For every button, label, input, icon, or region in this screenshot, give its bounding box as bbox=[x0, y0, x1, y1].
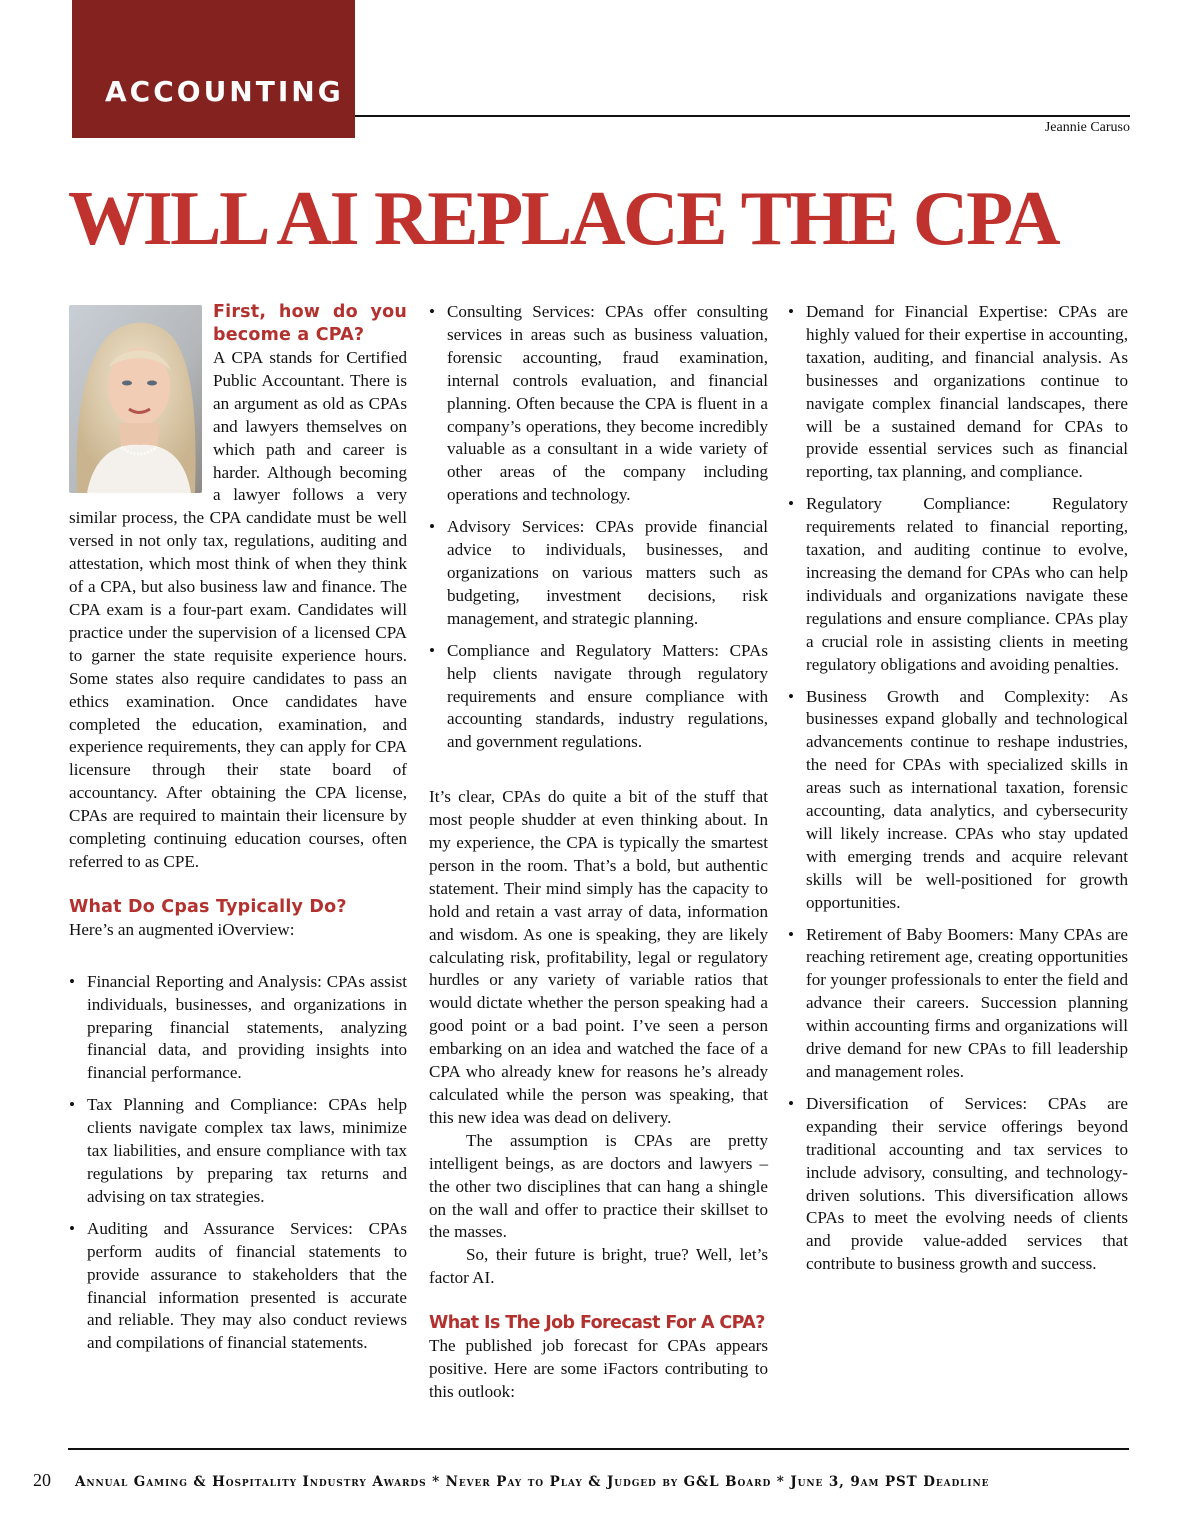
heading-become-cpa: First, how do you become a CPA? bbox=[213, 302, 407, 345]
heading-what-cpas-do: What Do Cpas Typically Do? bbox=[69, 896, 347, 917]
section-label: ACCOUNTING bbox=[105, 75, 344, 108]
list-item: • Demand for Financial Expertise: CPAs are highly valued for their expertise in accounting, taxation, auditing, and financial analysis. As businesses and organizations continue to navigate complex financial landscapes, there will be a sustained demand for CPAs to provide essential services such as financial reporting, tax planning, and compliance. bbox=[788, 301, 1128, 484]
overview-line: Here’s an augmented iOverview: bbox=[69, 919, 295, 939]
list-item: • Retirement of Baby Boomers: Many CPAs are reaching retirement age, creating opportunities for younger professionals to enter the field and advance their careers. Succession planning within accounting firms and organizations will drive demand for new CPAs to fill leadership and management roles. bbox=[788, 924, 1128, 1084]
cpa-duties-list bbox=[69, 971, 407, 1356]
list-item: • Consulting Services: CPAs offer consulting services in areas such as business valuation, forensic accounting, fraud examination, internal controls evaluation, and financial planning. Often because the CPA is fluent in a company’s operations, they become incredibly valuable as a consultant in a wide variety of other areas of the company including operations and technology. bbox=[429, 301, 768, 507]
list-item: • Auditing and Assurance Services: CPAs perform audits of financial statements to provide assurance to stakeholders that the financial information presented is accurate and reliable. They may also conduct reviews and compilations of financial statements. bbox=[69, 1218, 407, 1355]
section-tab bbox=[72, 0, 355, 138]
heading-job-forecast: What Is The Job Forecast For A CPA? bbox=[429, 1313, 765, 1334]
list-item: • Compliance and Regulatory Matters: CPAs help clients navigate through regulatory requirements and ensure compliance with accounting standards, industry regulations, and government regulations. bbox=[429, 640, 768, 755]
cpa-services-list bbox=[429, 301, 768, 754]
job-factors-list bbox=[788, 301, 1128, 1276]
article-headline: WILL AI REPLACE THE CPA bbox=[68, 175, 1059, 261]
body-paragraph: It’s clear, CPAs do quite a bit of the stuff that most people shudder at even thinking about. In my experience, the CPA is typically the smartest person in the room. That’s a bold, but authentic statement. Their mind simply has the capacity to hold and retain a vast array of data, information and wisdom. As one is speaking, they are likely calculating risk, profitability, legal or regulatory hurdles or any variety of variable ratios that would dictate whether the person speaking had a good point or a bad point. I’ve seen a person embarking on an idea and watched the face of a CPA who already knew for reasons he’s already calculated while the person was speaking, that this new idea was dead on delivery. bbox=[429, 787, 768, 1127]
list-item: • Business Growth and Complexity: As businesses expand globally and technological advancements continue to reshape industries, the need for CPAs with specialized skills in areas such as international taxation, forensic accounting, data analytics, and cybersecurity will likely increase. CPAs who stay updated with emerging trends and acquire relevant skills will be well-positioned for growth opportunities. bbox=[788, 686, 1128, 915]
footer-rule bbox=[68, 1448, 1129, 1450]
list-item: • Tax Planning and Compliance: CPAs help clients navigate complex tax laws, minimize tax liabilities, and ensure compliance with tax regulations by preparing tax returns and advising on tax strategies. bbox=[69, 1094, 407, 1209]
list-item: • Advisory Services: CPAs provide financial advice to individuals, businesses, and organizations on various matters such as budgeting, investment decisions, risk management, and strategic planning. bbox=[429, 516, 768, 631]
list-item: • Diversification of Services: CPAs are expanding their service offerings beyond traditional accounting and tax services to include advisory, consulting, and technology-driven solutions. This diversification allows CPAs to meet the evolving needs of clients and provide value-added services that contribute to business growth and success. bbox=[788, 1093, 1128, 1276]
list-item: • Financial Reporting and Analysis: CPAs assist individuals, businesses, and organizations in preparing financial statements, analyzing financial data, and providing insights into financial performance. bbox=[69, 971, 407, 1086]
column-1 bbox=[69, 301, 407, 1355]
intro-paragraph: A CPA stands for Certified Public Accountant. There is an argument as old as CPAs and lawyers themselves on which path and career is harder. Although becoming a lawyer follows a very similar process, the CPA candidate must be well versed in not only tax, regulations, auditing and attestation, which most think of when they think of a CPA, but also business law and finance. The CPA exam is a four-part exam. Candidates will practice under the supervision of a licensed CPA to garner the state requisite experience hours. Some states also require candidates to pass an ethics examination. Once candidates have completed the education, examination, and experience requirements, they can apply for CPA licensure through their state board of accountancy. After obtaining the CPA license, CPAs are required to maintain their licensure by completing continuing education courses, often referred to as CPE. bbox=[69, 348, 407, 871]
author-byline: Jeannie Caruso bbox=[1044, 120, 1130, 135]
list-item: • Regulatory Compliance: Regulatory requirements related to financial reporting, taxation, and auditing continue to evolve, increasing the demand for CPAs who can help individuals and organizations navigate these regulations and ensure compliance. CPAs play a crucial role in assisting clients in meeting regulatory obligations and avoiding penalties. bbox=[788, 493, 1128, 676]
page-number: 20 bbox=[33, 1470, 51, 1490]
column-2 bbox=[429, 301, 768, 1404]
header-rule bbox=[355, 115, 1130, 117]
body-paragraph: So, their future is bright, true? Well, let’s factor AI. bbox=[429, 1245, 768, 1288]
body-paragraph: The published job forecast for CPAs appears positive. Here are some iFactors contributing to this outlook: bbox=[429, 1336, 768, 1401]
footer-banner: Annual Gaming & Hospitality Industry Awards * Never Pay to Play & Judged by G&L Board * June 3, 9am PST Deadline bbox=[75, 1474, 990, 1490]
body-paragraph: The assumption is CPAs are pretty intelligent beings, as are doctors and lawyers – the other two disciplines that can hang a shingle on the wall and offer to practice their skillset to the masses. bbox=[429, 1130, 768, 1242]
column-3 bbox=[788, 301, 1128, 1276]
author-portrait bbox=[69, 305, 202, 493]
